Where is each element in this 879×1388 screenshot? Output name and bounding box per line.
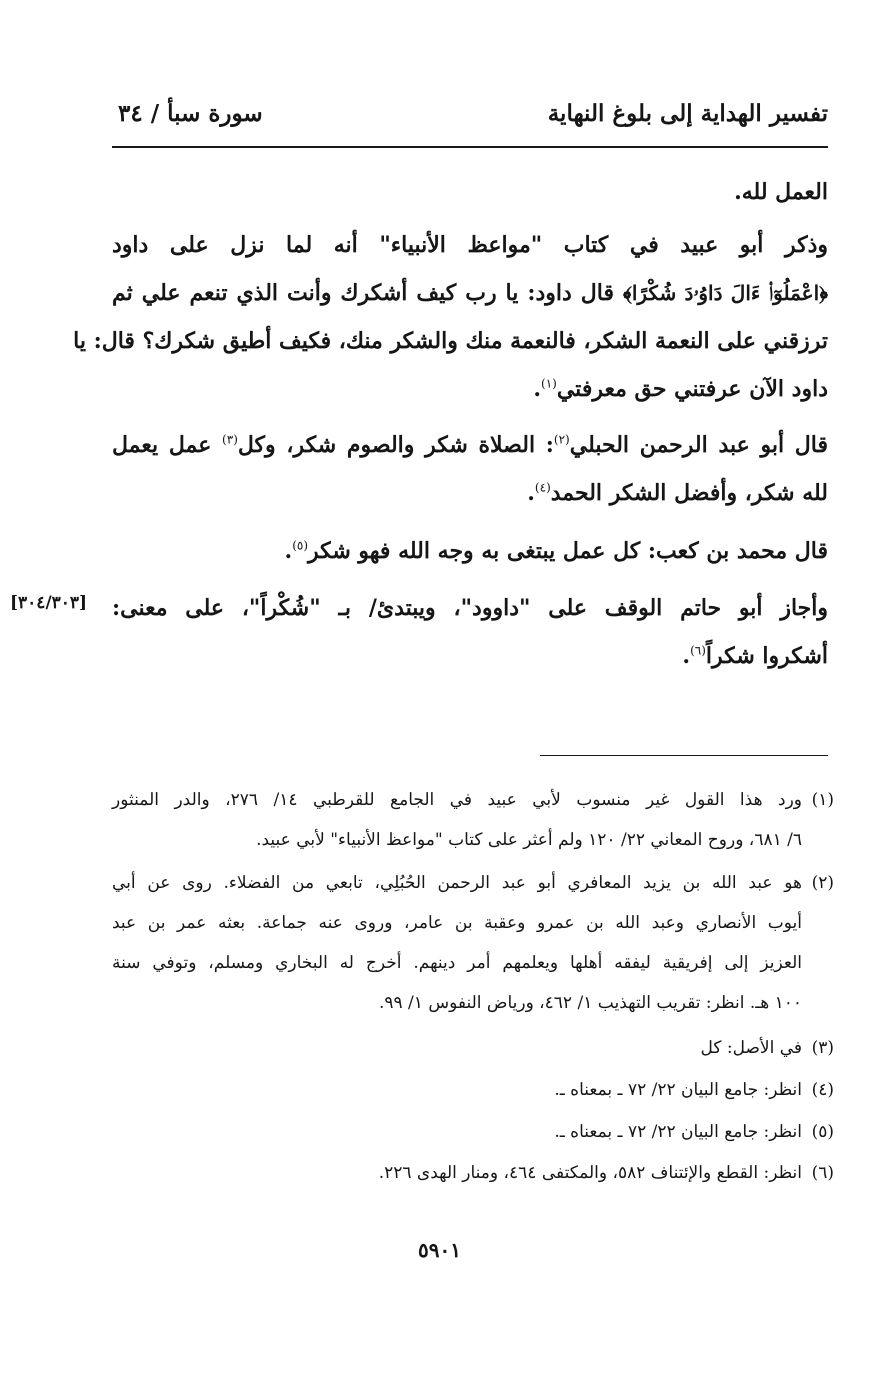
- footnote-marker: (٢): [553, 432, 570, 447]
- footnote-line: ورد هذا القول غير منسوب لأبي عبيد في الجامع للقرطبي ١٤/ ٢٧٦، والدر المنثور: [112, 790, 802, 810]
- body-line: العمل لله.: [734, 179, 828, 205]
- body-line: داود الآن عرفتني حق معرفتي$^{(١)}$.: [533, 376, 828, 402]
- footnote-number: (٦): [811, 1163, 834, 1183]
- footnote-line: أيوب الأنصاري وعبد الله بن عمرو وعقبة بن عامر، وروى عنه جماعة. بعثه عمر بن عبد: [112, 913, 802, 933]
- footnote-marker: (١): [541, 376, 557, 391]
- page-number: ٥٩٠١: [418, 1238, 461, 1262]
- body-line: وذكر أبو عبيد في كتاب "مواعظ الأنبياء" أنه لما نزل على داود: [112, 232, 828, 258]
- footnote-marker: (٣): [222, 432, 238, 447]
- footnote-number: (٥): [811, 1122, 834, 1142]
- footnote-separator: [540, 755, 828, 756]
- footnote-marker: (٦): [690, 643, 706, 658]
- footnote-line: ١٠٠ هـ. انظر: تقريب التهذيب ١/ ٤٦٢، ورياض النفوس ١/ ٩٩.: [378, 993, 802, 1013]
- body-line: وأجاز أبو حاتم الوقف على "داوود"، ويبتدئ/ بـ "شُكْراً"، على معنى:: [112, 595, 828, 621]
- quran-verse: ﴿اعْمَلُوٓا۟ ءَالَ دَاوُۥدَ شُكْرًا﴾: [622, 281, 828, 305]
- book-title: تفسير الهداية إلى بلوغ النهاية: [547, 100, 828, 127]
- header-rule: [112, 146, 828, 148]
- footnote-line: هو عبد الله بن يزيد المعافري أبو عبد الرحمن الحُبُلِي، تابعي من الفضلاء. روى عن أبي: [112, 873, 802, 893]
- footnote-line: في الأصل: كل: [700, 1038, 802, 1058]
- manuscript-folio-ref: [٣٠٤/٣٠٣]: [10, 593, 88, 613]
- footnote-number: (١): [811, 790, 834, 810]
- body-line: قال محمد بن كعب: كل عمل يبتغى به وجه الله فهو شكر$^{(٥)}$.: [284, 538, 828, 564]
- footnote-line: ٦/ ٦٨١، وروح المعاني ٢٢/ ١٢٠ ولم أعثر على كتاب "مواعظ الأنبياء" لأبي عبيد.: [256, 830, 802, 850]
- body-line: لله شكر، وأفضل الشكر الحمد$^{(٤)}$.: [527, 480, 828, 506]
- running-header: [112, 96, 828, 136]
- footnote-marker: (٤): [534, 480, 551, 495]
- footnote-line: انظر: جامع البيان ٢٢/ ٧٢ ـ بمعناه ـ.: [554, 1122, 802, 1142]
- surah-reference: سورة سبأ / ٣٤: [118, 100, 263, 127]
- body-line: ﴿اعْمَلُوٓا۟ ءَالَ دَاوُۥدَ شُكْرًا﴾ قال داود: يا رب كيف أشكرك وأنت الذي تنعم علي ثم: [112, 280, 828, 306]
- footnote-number: (٤): [811, 1080, 834, 1100]
- footnote-line: انظر: القطع والإئتناف ٥٨٢، والمكتفى ٤٦٤، ومنار الهدى ٢٢٦.: [378, 1163, 802, 1183]
- body-line: أشكروا شكراً$^{(٦)}$.: [682, 643, 828, 669]
- body-line: ترزقني على النعمة الشكر، فالنعمة منك والشكر منك، فكيف أطيق شكرك؟ قال: يا: [73, 328, 828, 354]
- footnote-line: انظر: جامع البيان ٢٢/ ٧٢ ـ بمعناه ـ.: [554, 1080, 802, 1100]
- footnote-number: (٢): [811, 873, 834, 893]
- body-line: قال أبو عبد الرحمن الحبلي$^{(٢)}$: الصلاة شكر والصوم شكر، وكل$^{(٣)}$ عمل يعمل: [112, 432, 828, 458]
- footnote-marker: (٥): [292, 538, 309, 553]
- footnote-number: (٣): [811, 1038, 834, 1058]
- footnote-line: العزيز إلى إفريقية ليفقه أهلها ويعلمهم أمر دينهم. أخرج له البخاري ومسلم، وتوفي سنة: [112, 953, 802, 973]
